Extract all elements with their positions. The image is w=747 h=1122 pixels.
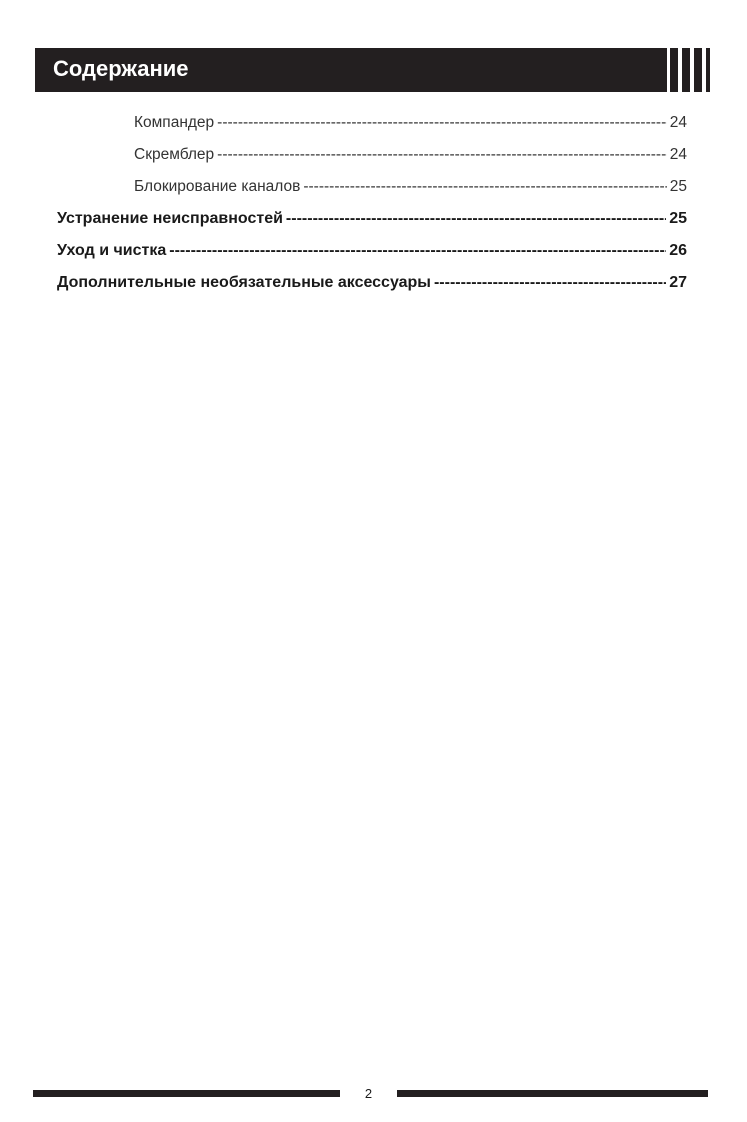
toc-entry-page: 26 [669,242,687,259]
toc-entry[interactable] [57,144,687,176]
toc-entry-label: Скремблер [134,146,215,163]
toc-entry[interactable] [57,272,687,304]
toc-leader [217,144,667,166]
toc-entry-page: 25 [669,178,687,195]
toc-entry-label: Блокирование каналов [134,178,301,195]
toc-leader [169,240,666,262]
header-stripe [706,48,710,92]
header-bar [35,48,667,92]
section-header [35,48,710,92]
toc-entry-page: 24 [669,146,687,163]
toc-entry[interactable] [57,176,687,208]
toc-entry-label: Устранение неисправностей [57,210,283,227]
footer-rule-left [33,1090,340,1097]
toc-leader [217,112,667,134]
header-stripe [694,48,702,92]
toc-leader [434,272,666,294]
toc-entry-label: Дополнительные необязательные аксессуары [57,274,431,291]
toc-entry-page: 27 [669,274,687,291]
toc-entry-page: 24 [669,114,687,131]
header-stripe [682,48,690,92]
toc-entry-page: 25 [669,210,687,227]
toc-entry-label: Компандер [134,114,215,131]
page-title: Содержание [53,56,189,81]
toc-leader [286,208,666,230]
toc-entry-label: Уход и чистка [57,242,167,259]
toc-entry[interactable] [57,208,687,240]
toc-leader [303,176,666,198]
header-stripe [670,48,678,92]
page-number: 2 [364,1086,373,1101]
table-of-contents [57,112,687,304]
toc-entry[interactable] [57,112,687,144]
footer-rule-right [397,1090,708,1097]
toc-entry[interactable] [57,240,687,272]
